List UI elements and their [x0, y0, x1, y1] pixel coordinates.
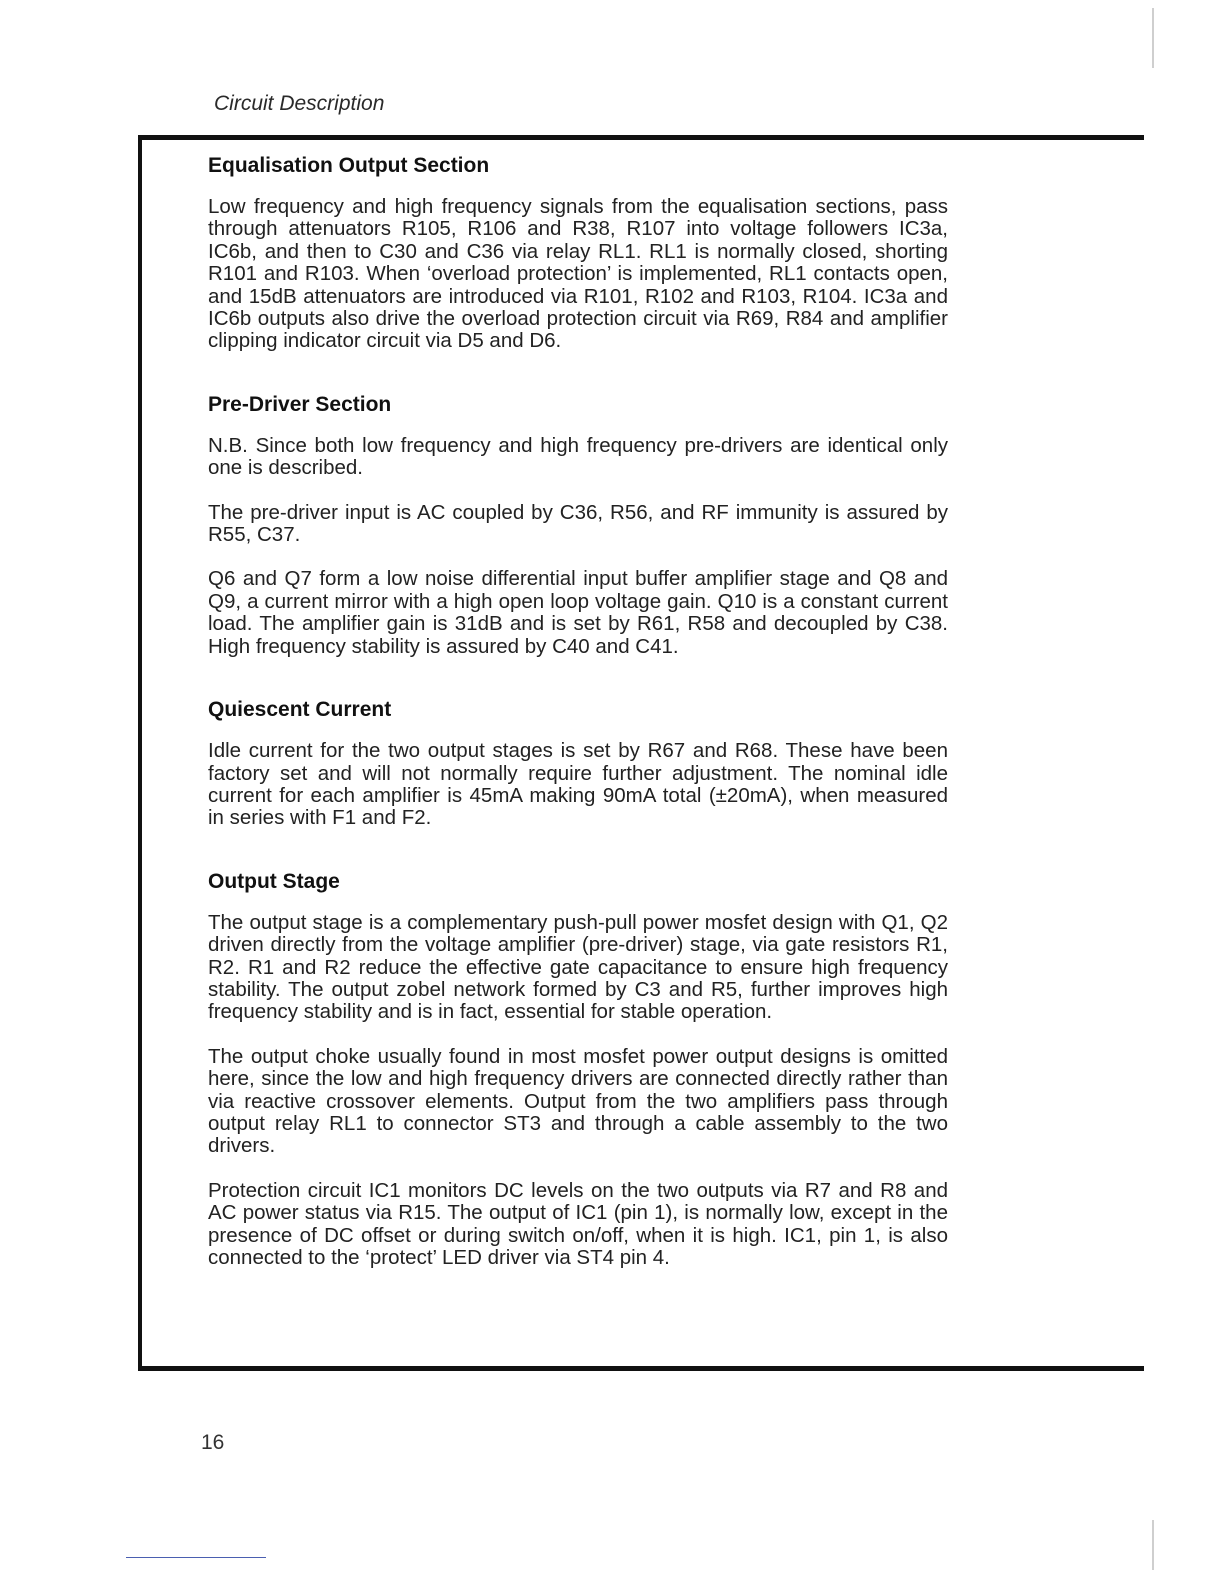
paragraph: N.B. Since both low frequency and high frequency pre-drivers are identical only one is described. — [208, 433, 948, 480]
scan-edge-mark — [1152, 8, 1154, 68]
section-heading: Equalisation Output Section — [208, 154, 490, 177]
running-head: Circuit Description — [214, 92, 385, 115]
section-heading: Pre-Driver Section — [208, 392, 392, 416]
paragraph: The output stage is a complementary push-pull power mosfet design with Q1, Q2 driven directly from the voltage amplifier (pre-driver) stage, via gate resistors R1, R2. R1 and R2 reduce the effective gate capacitance to ensure high frequency stability. The output zobel network formed by C3 and R5, further improves high frequency stability and is in fact, essential for stable operation. — [208, 910, 948, 1024]
paragraph: The pre-driver input is AC coupled by C36, R56, and RF immunity is assured by R55, C37. — [208, 500, 948, 547]
section-heading: Output Stage — [208, 869, 340, 893]
section-pre-driver — [208, 393, 948, 658]
paragraph: The output choke usually found in most mosfet power output designs is omitted here, since the low and high frequency drivers are connected directly rather than via reactive crossover elements. Output from the two amplifiers pass through output relay RL1 to connector ST3 and through a cable assembly to the two drivers. — [208, 1044, 948, 1158]
paragraph: Idle current for the two output stages is set by R67 and R68. These have been factory set and will not normally require further adjustment. The nominal idle current for each amplifier is 45mA making 90mA total (±20mA), when measured in series with F1 and F2. — [208, 739, 948, 830]
section-equalisation-output — [208, 154, 948, 353]
paragraph: Low frequency and high frequency signals from the equalisation sections, pass through attenuators R105, R106 and R38, R107 into voltage followers IC3a, IC6b, and then to C30 and C36 via relay RL1. RL1 is normally closed, shorting R101 and R103. When ‘overload protection’ is implemented, RL1 contacts open, and 15dB attenuators are introduced via R101, R102 and R103, R104. IC3a and IC6b outputs also drive the overload protection circuit via R69, R84 and amplifier clipping indicator circuit via D5 and D6. — [208, 195, 948, 353]
paragraph: Q6 and Q7 form a low noise differential input buffer amplifier stage and Q8 and Q9, a current mirror with a high open loop voltage gain. Q10 is a constant current load. The amplifier gain is 31dB and is set by R61, R58 and decoupled by C38. High frequency stability is assured by C40 and C41. — [208, 567, 948, 658]
section-heading: Quiescent Current — [208, 698, 392, 722]
paragraph: Protection circuit IC1 monitors DC levels on the two outputs via R7 and R8 and AC power status via R15. The output of IC1 (pin 1), is normally low, except in the presence of DC offset or during switch on/off, when it is high. IC1, pin 1, is also connected to the ‘protect’ LED driver via ST4 pin 4. — [208, 1178, 948, 1269]
page-number: 16 — [201, 1431, 225, 1454]
section-quiescent-current — [208, 698, 948, 830]
section-output-stage — [208, 870, 948, 1270]
scan-edge-mark — [1152, 1520, 1154, 1570]
footer-rule — [126, 1557, 266, 1558]
page-content — [208, 154, 948, 1309]
